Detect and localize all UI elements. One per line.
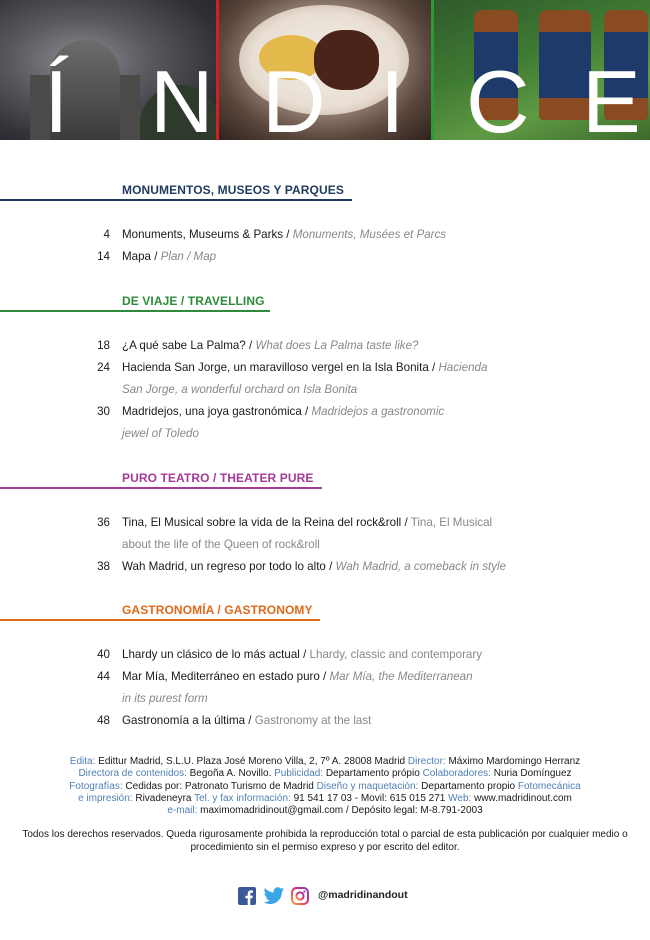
page-number: 36 xyxy=(97,516,110,529)
entry-title: ¿A qué sabe La Palma? / xyxy=(122,339,256,352)
facebook-icon[interactable] xyxy=(238,887,256,905)
section-divider xyxy=(0,487,322,489)
section-divider xyxy=(0,199,352,201)
entry-title: Tina, El Musical sobre la vida de la Reina del rock&roll / xyxy=(122,516,411,529)
credits-block xyxy=(10,756,640,817)
page-number: 40 xyxy=(97,648,110,661)
page-number: 24 xyxy=(97,361,110,374)
entry-translation: Wah Madrid, a comeback in style xyxy=(335,560,507,573)
page-number: 44 xyxy=(97,670,110,683)
website-link[interactable]: www.madridinout.com xyxy=(474,792,572,804)
entry-title: Lhardy un clásico de lo más actual / xyxy=(122,648,310,661)
entry-translation: What does La Palma taste like? xyxy=(255,339,419,352)
entry-translation: Gastronomy at the last xyxy=(254,714,372,727)
entry-title: Mar Mía, Mediterráneo en estado puro / xyxy=(122,670,330,683)
credits-line: Fotografías: Cedidas por: Patronato Turismo de Madrid Diseño y maquetación: Departamento propio Fotomecánica xyxy=(69,780,581,792)
section-divider xyxy=(0,310,270,312)
email-link[interactable]: maximomadridinout@gmail.com / Depósito legal: M-8.791-2003 xyxy=(200,805,483,817)
page-number: 4 xyxy=(103,228,110,241)
entry-translation: Monuments, Musées et Parcs xyxy=(292,228,447,241)
header-banner xyxy=(0,0,650,140)
credits-line: Edita: Edittur Madrid, S.L.U. Plaza José Moreno Villa, 2, 7º A. 28008 Madrid Director: Máximo Mardomingo Herranz xyxy=(69,756,581,767)
entry-title: Monuments, Museums & Parks / xyxy=(122,228,293,241)
entry-translation: Plan / Map xyxy=(160,250,217,263)
entry-title: Gastronomía a la última / xyxy=(122,714,255,727)
entry-translation: jewel of Toledo xyxy=(122,427,199,440)
instagram-icon[interactable] xyxy=(291,887,309,905)
section-heading-theater: PURO TEATRO / THEATER PURE xyxy=(122,471,314,485)
page-number: 30 xyxy=(97,405,110,418)
title-letter: E xyxy=(582,52,641,140)
page-number: 48 xyxy=(97,714,110,727)
twitter-icon[interactable] xyxy=(263,887,285,905)
credits-line: e impresión: Rivadeneyra Tel. y fax información: 91 541 17 03 - Movil: 615 015 271 Web: www.madridinout.com xyxy=(78,792,572,804)
page-number: 14 xyxy=(97,250,110,263)
title-letter: I xyxy=(380,52,405,140)
entry-translation: Mar Mía, the Mediterranean xyxy=(329,670,473,683)
page-number: 18 xyxy=(97,339,110,352)
title-letter: C xyxy=(466,52,530,140)
rights-notice: Todos los derechos reservados. Queda rigurosamente prohibida la reproducción total o parcial de esta publicación por cualquier medio o procedimiento sin el permiso expreso y por escrito del editor. xyxy=(22,829,628,853)
entry-translation: about the life of the Queen of rock&roll xyxy=(122,538,320,551)
section-heading-gastronomy: GASTRONOMÍA / GASTRONOMY xyxy=(122,603,313,617)
section-heading-monuments: MONUMENTOS, MUSEOS Y PARQUES xyxy=(122,183,344,197)
entry-translation: in its purest form xyxy=(122,692,208,705)
entry-translation: Tina, El Musical xyxy=(410,516,493,529)
credits-line: Directora de contenidos: Begoña A. Novillo. Publicidad: Departamento própio Colaboradores: Nuria Domínguez xyxy=(78,768,572,780)
social-handle[interactable]: @madridinandout xyxy=(318,889,408,901)
title-letter: D xyxy=(262,52,326,140)
page-number: 38 xyxy=(97,560,110,573)
entry-translation: Madridejos a gastronomic xyxy=(311,405,445,418)
entry-translation: Hacienda xyxy=(438,361,488,374)
entry-title: Wah Madrid, un regreso por todo lo alto / xyxy=(122,560,336,573)
social-bar xyxy=(0,887,650,907)
title-letter: Í xyxy=(44,52,69,140)
entry-title: Mapa / xyxy=(122,250,161,263)
entry-translation: San Jorge, a wonderful orchard on Isla Bonita xyxy=(122,383,358,396)
section-heading-travelling: DE VIAJE / TRAVELLING xyxy=(122,294,265,308)
section-divider xyxy=(0,619,320,621)
entry-translation: Lhardy, classic and contemporary xyxy=(309,648,483,661)
title-letter: N xyxy=(150,52,214,140)
entry-title: Hacienda San Jorge, un maravilloso vergel en la Isla Bonita / xyxy=(122,361,439,374)
credits-line: e-mail: maximomadridinout@gmail.com / Depósito legal: M-8.791-2003 xyxy=(167,805,483,817)
entry-title: Madridejos, una joya gastronómica / xyxy=(122,405,312,418)
